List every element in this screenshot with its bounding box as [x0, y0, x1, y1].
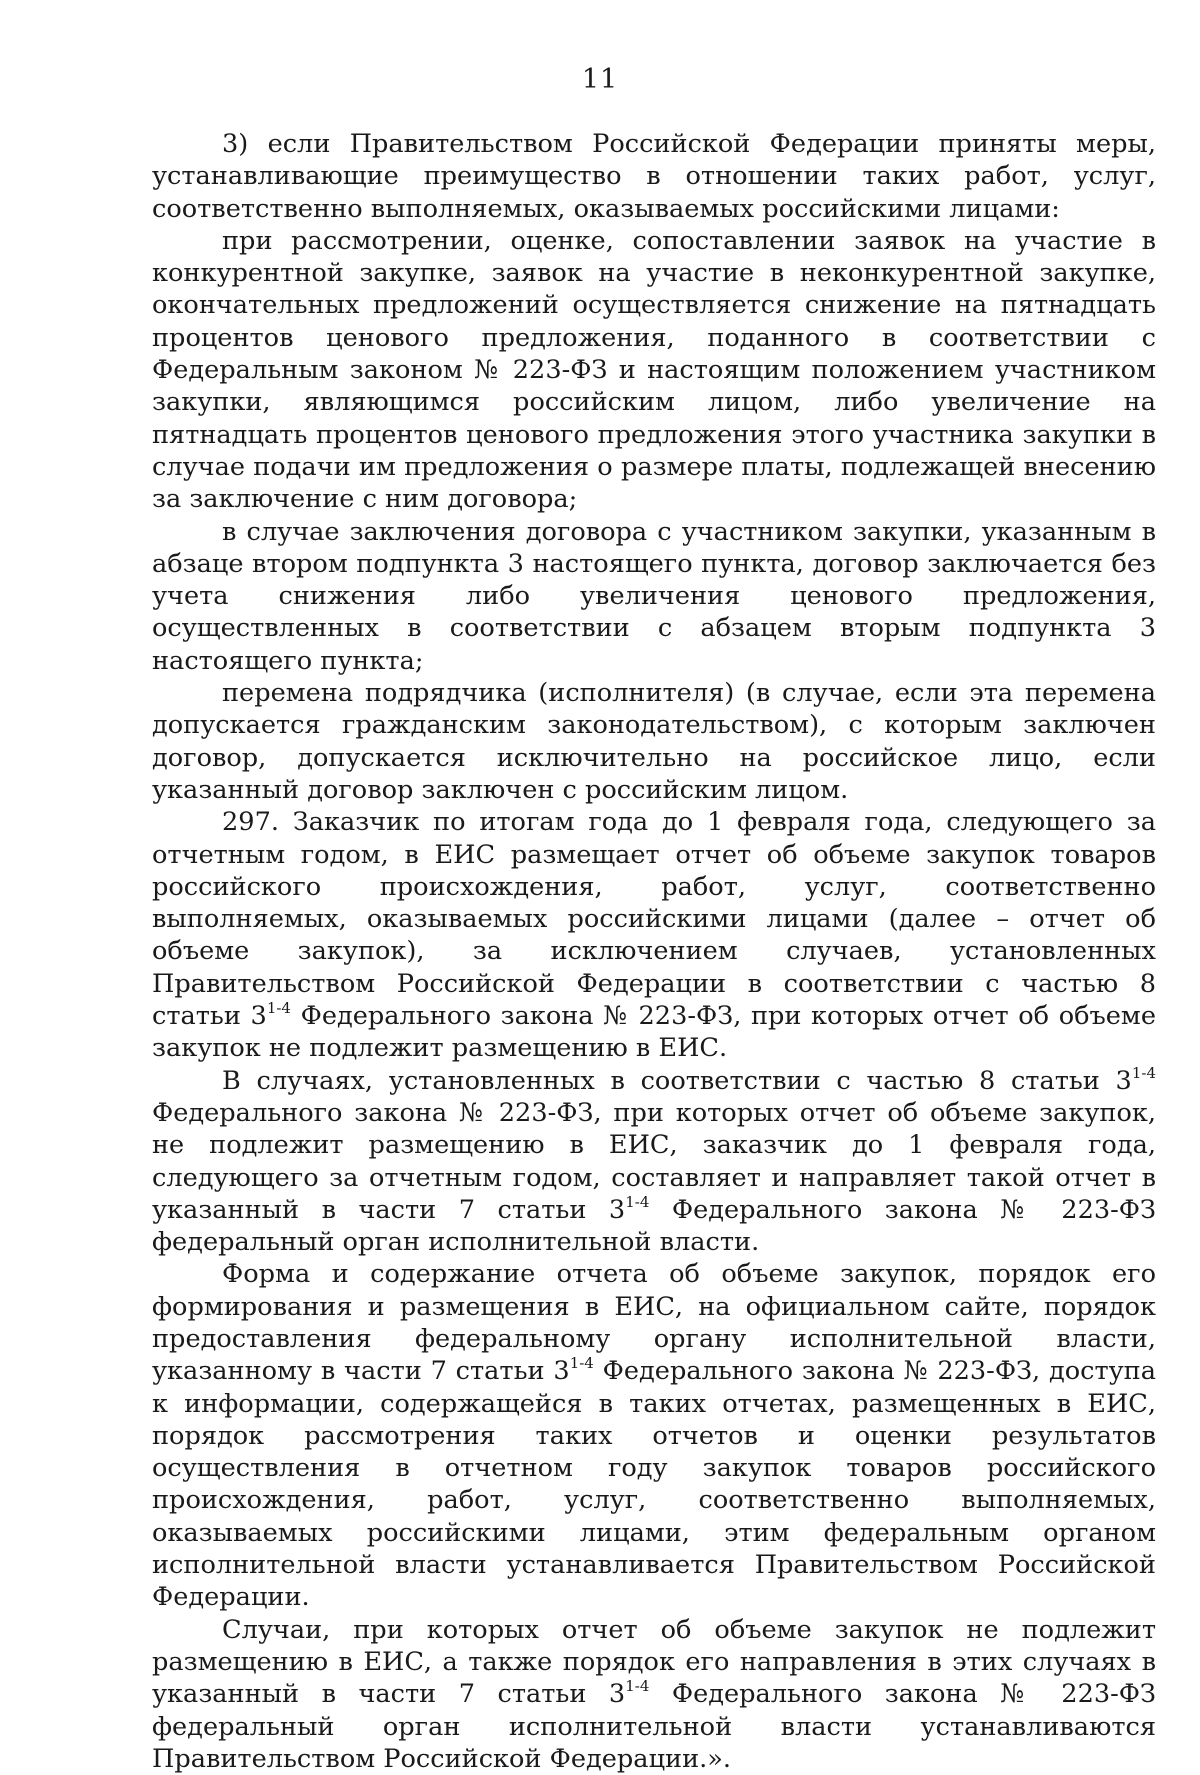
last-superscript: 1-4	[625, 1677, 650, 1696]
paragraph-price-reduction: при рассмотрении, оценке, сопоставлении заявок на участие в конкурентной закупке, заявок на участие в неконкурентной закупке, окончательных предложений осуществляется снижение на пятнадцать процентов ценового предложения, поданного в соответствии с Федеральным законом № 223-ФЗ и настоящим положением участником закупки, являющимся российским лицом, либо увеличение на пятнадцать процентов ценового предложения этого участника закупки в случае подачи им предложения о размере платы, подлежащей внесению за заключение с ним договора;	[152, 225, 1156, 515]
cases-text-a: В случаях, установленных в соответствии с частью 8 статьи 3	[222, 1065, 1132, 1096]
form-text-b: Федерального закона № 223-ФЗ, доступа к информации, содержащейся в таких отчетах, размещенных в ЕИС, порядок рассмотрения таких отчетов и оценки результатов осуществления в отчетном году закупок товаров российского происхождения, работ, услуг, соответственно выполняемых, оказываемых российскими лицами, этим федеральным органом исполнительной власти устанавливается Правительством Российской Федерации.	[152, 1356, 1156, 1613]
p297-text-b: Федерального закона № 223-ФЗ, при которых отчет об объеме закупок не подлежит размещению в ЕИС.	[152, 1001, 1156, 1064]
cases-text-c: Федерального закона № 223-ФЗ федеральный орган исполнительной власти.	[152, 1194, 1156, 1258]
form-superscript: 1-4	[569, 1354, 594, 1373]
paragraph-last	[152, 1614, 1156, 1775]
cases-superscript-1: 1-4	[1131, 1063, 1156, 1082]
paragraph-form	[152, 1258, 1156, 1613]
paragraph-contract-conclusion: в случае заключения договора с участником закупки, указанным в абзаце втором подпункта 3 настоящего пункта, договор заключается без учета снижения либо увеличения ценового предложения, осуществленных в соответствии с абзацем вторым подпункта 3 настоящего пункта;	[152, 516, 1156, 676]
last-text-a: Случаи, при которых отчет об объеме закупок не подлежит размещению в ЕИС, а также порядок его направления в этих случаях в указанный в части 7 статьи 3	[152, 1614, 1156, 1710]
paragraph-item-3: 3) если Правительством Российской Федерации приняты меры, устанавливающие преимущество в отношении таких работ, услуг, соответственно выполняемых, оказываемых российскими лицами:	[152, 129, 1156, 224]
p297-text-a: 297. Заказчик по итогам года до 1 февраля года, следующего за отчетным годом, в ЕИС размещает отчет об объеме закупок товаров российского происхождения, работ, услуг, соответственно выполняемых, оказываемых российскими лицами (далее – отчет об объеме закупок), за исключением случаев, установленных Правительством Российской Федерации в соответствии с частью 8 статьи 3	[152, 807, 1156, 1032]
cases-text-b: Федерального закона № 223-ФЗ, при которых отчет об объеме закупок, не подлежит размещению в ЕИС, заказчик до 1 февраля года, следующего за отчетным годом, составляет и направляет такой отчет в указанный в части 7 статьи 3	[152, 1097, 1156, 1225]
cases-superscript-2: 1-4	[625, 1192, 650, 1211]
p297-superscript: 1-4	[266, 999, 291, 1018]
paragraph-contractor-change: перемена подрядчика (исполнителя) (в случае, если эта перемена допускается гражданским законодательством), с которым заключен договор, допускается исключительно на российское лицо, если указанный договор заключен с российским лицом.	[152, 678, 1156, 805]
paragraph-cases	[152, 1065, 1156, 1259]
form-text-a: Форма и содержание отчета об объеме закупок, порядок его формирования и размещения в ЕИС, на официальном сайте, порядок предоставления федеральному органу исполнительной власти, указанному в части 7 статьи 3	[152, 1259, 1156, 1387]
paragraph-297	[152, 806, 1156, 1064]
last-text-b: Федерального закона № 223-ФЗ федеральный орган исполнительной власти устанавливаются Правительством Российской Федерации.».	[152, 1679, 1156, 1774]
document-body	[152, 128, 1156, 1775]
page-number: 11	[581, 64, 619, 95]
